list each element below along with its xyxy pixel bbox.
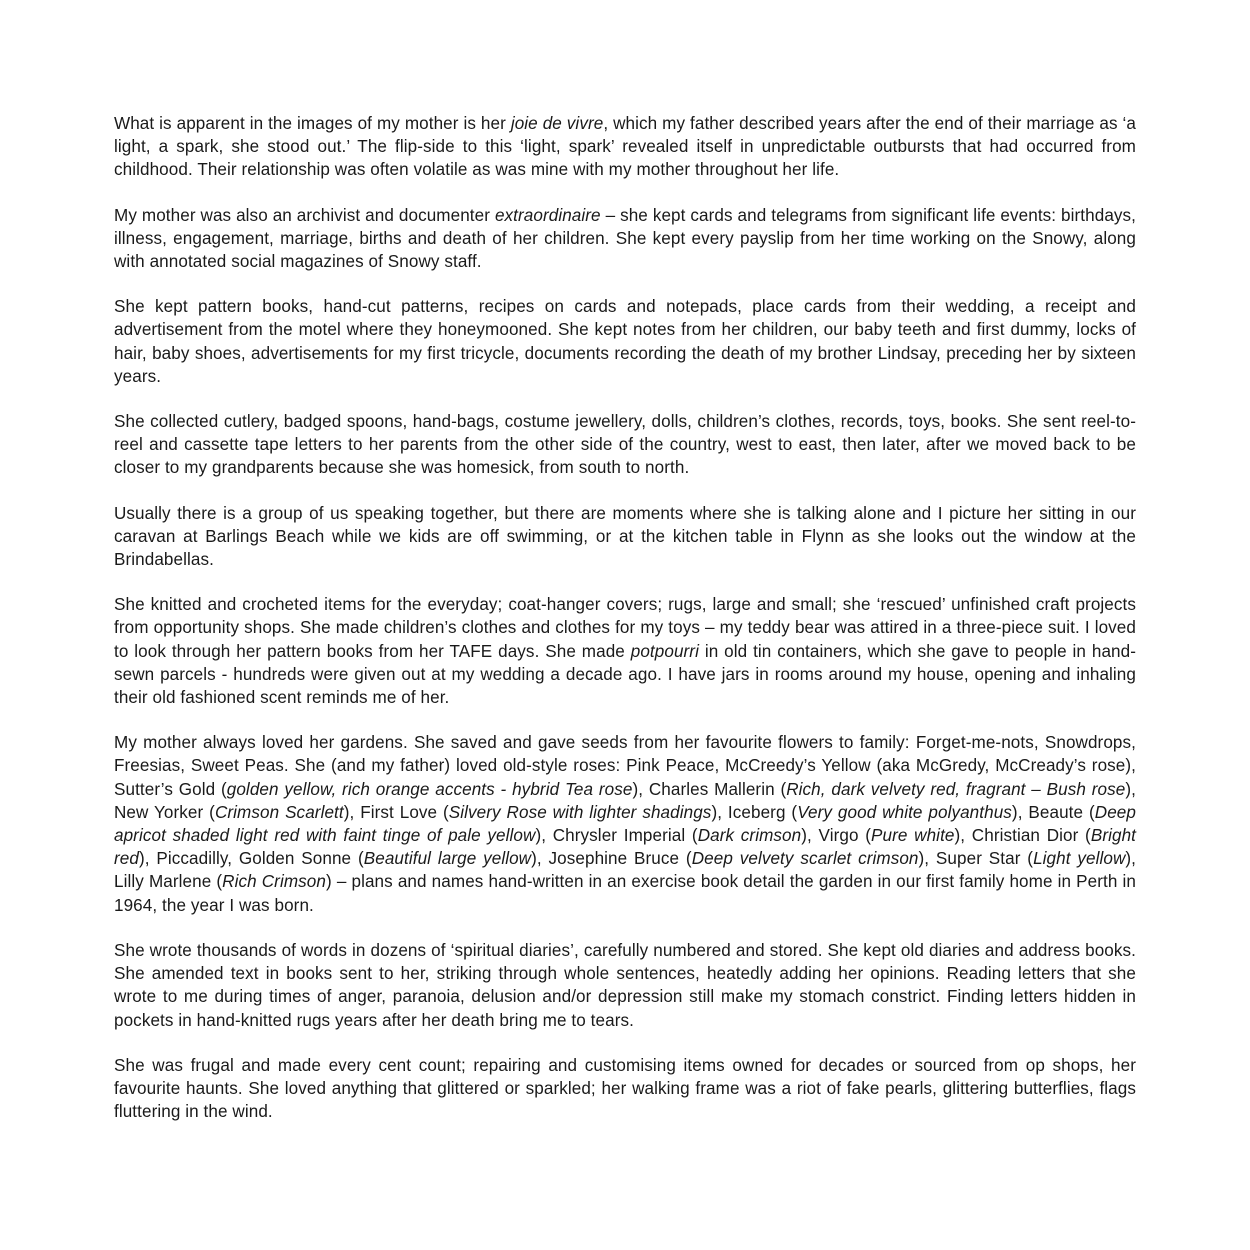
text-run: ) – plans and names hand-written in an exercise book detail the garden in our first family home in Perth in 1964, the year I was born. — [114, 872, 1136, 915]
paragraph — [114, 112, 1136, 182]
italic-text-run: Pure white — [871, 826, 955, 846]
italic-text-run: Deep velvety scarlet crimson — [691, 849, 919, 869]
italic-text-run: golden yellow, rich orange accents - hybrid Tea rose — [226, 779, 633, 799]
italic-text-run: Bright red — [114, 826, 1137, 869]
paragraph — [114, 410, 1136, 480]
text-run: ), Lilly Marlene ( — [114, 849, 1137, 892]
text-run: My mother was also an archivist and documenter — [114, 205, 495, 225]
text-run: in old tin containers, which she gave to people in hand-sewn parcels - hundreds were given out at my wedding a decade ago. I have jars in rooms around my house, opening and inhaling their old fashioned scent reminds me of her. — [114, 641, 1136, 708]
italic-text-run: Rich Crimson — [222, 872, 326, 892]
italic-text-run: Rich, dark velvety red, fragrant – Bush rose — [786, 779, 1126, 799]
text-run: ), Virgo ( — [801, 826, 872, 846]
text-run: My mother always loved her gardens. She saved and gave seeds from her favourite flowers to family: Forget-me-nots, Snowdrops, Freesias, Sweet Peas. She (and my father) loved old-style roses: Pink Peace, McCreedy’s Yellow (aka McGredy, McCready’s rose), Sutter’s Gold ( — [114, 733, 1136, 799]
italic-text-run: potpourri — [630, 641, 699, 661]
text-run: ), Piccadilly, Golden Sonne ( — [138, 849, 364, 869]
document-text-body — [114, 112, 1136, 1123]
paragraph — [114, 204, 1136, 274]
italic-text-run: extraordinaire — [494, 205, 601, 225]
text-run: ), Chrysler Imperial ( — [535, 826, 698, 846]
text-run: ), Beaute ( — [1011, 802, 1095, 822]
italic-text-run: Light yellow — [1033, 849, 1126, 869]
text-run: She wrote thousands of words in dozens of ‘spiritual diaries’, carefully numbered and stored. She kept old diaries and address books. She amended text in books sent to her, striking through whole sentences, heatedly adding her opinions. Reading letters that she wrote to me during times of anger, paranoia, delusion and/or depression still make my stomach constrict. Finding letters hidden in pockets in hand-knitted rugs years after her death bring me to tears. — [114, 940, 1136, 1030]
paragraph — [114, 295, 1136, 388]
text-run: What is apparent in the images of my mother is her — [114, 114, 511, 133]
italic-text-run: joie de vivre — [510, 114, 604, 133]
italic-text-run: Dark crimson — [697, 826, 802, 846]
text-run: , which my father described years after the end of their marriage as ‘a light, a spark, she stood out.’ The flip-side to this ‘light, spark’ revealed itself in unpredictable outbursts that had occurred from childhood. Their relationship was often volatile as was mine with my mother throughout her life. — [114, 114, 1137, 180]
italic-text-run: Deep apricot shaded light red with faint tinge of pale yellow — [114, 802, 1136, 846]
paragraph — [114, 1054, 1136, 1124]
italic-text-run: Crimson Scarlett — [214, 802, 344, 822]
italic-text-run: Silvery Rose with lighter shadings — [448, 802, 712, 822]
text-run: She knitted and crocheted items for the everyday; coat-hanger covers; rugs, large and small; she ‘rescued’ unfinished craft projects from opportunity shops. She made children’s clothes and clothes for my toys – my teddy bear was attired in a three-piece suit. I loved to look through her pattern books from her TAFE days. She made — [114, 595, 1136, 661]
text-run: – she kept cards and telegrams from significant life events: birthdays, illness, engagement, marriage, births and death of her children. She kept every payslip from her time working on the Snowy, along with annotated social magazines of Snowy staff. — [114, 205, 1137, 272]
text-run: She was frugal and made every cent count; repairing and customising items owned for decades or sourced from op shops, her favourite haunts. She loved anything that glittered or sparkled; her walking frame was a riot of fake pearls, glittering butterflies, flags fluttering in the wind. — [114, 1055, 1136, 1122]
text-run: ), Iceberg ( — [711, 802, 798, 822]
paragraph — [114, 593, 1136, 709]
text-run: ), Super Star ( — [918, 849, 1034, 869]
text-run: ), Josephine Bruce ( — [531, 849, 692, 869]
paragraph — [114, 731, 1136, 917]
text-run: ), Christian Dior ( — [954, 826, 1091, 846]
text-run: She kept pattern books, hand-cut patterns, recipes on cards and notepads, place cards from their wedding, a receipt and advertisement from the motel where they honeymooned. She kept notes from her children, our baby teeth and first dummy, locks of hair, baby shoes, advertisements for my first tricycle, documents recording the death of my brother Lindsay, preceding her by sixteen years. — [114, 297, 1136, 386]
text-run: ), New Yorker ( — [114, 779, 1136, 822]
text-run: Usually there is a group of us speaking together, but there are moments where she is talking alone and I picture her sitting in our caravan at Barlings Beach while we kids are off swimming, or at the kitchen table in Flynn as she looks out the window at the Brindabellas. — [114, 503, 1136, 570]
text-run: She collected cutlery, badged spoons, hand-bags, costume jewellery, dolls, children’s clothes, records, toys, books. She sent reel-to-reel and cassette tape letters to her parents from the other side of the country, west to east, then later, after we moved back to be closer to my grandparents because she was homesick, from south to north. — [114, 412, 1136, 478]
italic-text-run: Beautiful large yellow — [363, 849, 532, 869]
paragraph — [114, 939, 1136, 1032]
paragraph — [114, 502, 1136, 572]
text-run: ), First Love ( — [343, 802, 449, 822]
italic-text-run: Very good white polyanthus — [797, 802, 1012, 822]
text-run: ), Charles Mallerin ( — [632, 779, 787, 799]
